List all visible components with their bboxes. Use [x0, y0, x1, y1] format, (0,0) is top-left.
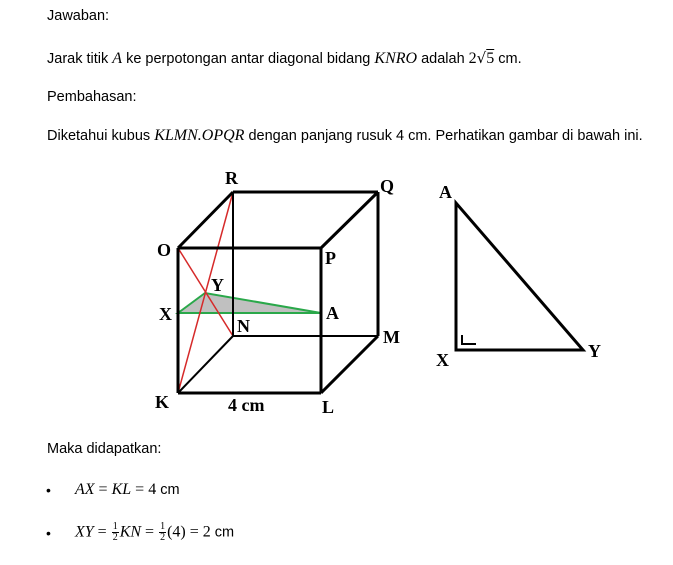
answer-coefficient: 2 [468, 50, 477, 67]
radicand: 5 [486, 50, 495, 67]
label-x: X [159, 304, 172, 324]
eq1-equals-2: = [131, 481, 149, 498]
edge-length-label: 4 cm [228, 395, 265, 415]
label-l: L [322, 397, 335, 417]
label-a: A [326, 303, 339, 323]
label-y: Y [211, 275, 224, 295]
eq2-value: 2 [202, 523, 211, 541]
label-r: R [225, 168, 238, 188]
fraction-half-2: $\frac{1}{2}$ [160, 521, 166, 543]
bullet-marker-1: • [46, 482, 51, 498]
eq2-mid: KN [119, 523, 142, 541]
diagonal-on [178, 248, 233, 336]
point-a-symbol: A [112, 50, 123, 67]
obtained-heading: Maka didapatkan: [47, 441, 162, 457]
label-p: P [325, 248, 336, 268]
eq1-mid: KL [111, 481, 132, 498]
label-m: M [383, 327, 400, 347]
eq2-equals-2: = [141, 523, 159, 541]
given-sentence [47, 127, 643, 145]
eq1-value: 4 [148, 481, 157, 498]
label-o: O [157, 240, 172, 260]
cube-name-symbol: KLMN.OPQR [154, 127, 245, 144]
given-text-post: dengan panjang rusuk 4 cm. Perhatikan gambar di bawah ini. [244, 128, 643, 144]
answer-text-mid: ke perpotongan antar diagonal bidang [122, 51, 375, 67]
discussion-heading: Pembahasan: [47, 89, 137, 105]
eq2-equals-3: = [185, 523, 203, 541]
label-q: Q [380, 176, 395, 196]
eq2-equals-1: = [93, 523, 111, 541]
right-angle-mark [462, 335, 476, 344]
equation-xy [75, 522, 234, 543]
plane-knro-symbol: KNRO [374, 50, 418, 67]
equation-ax [75, 481, 180, 499]
eq1-unit: cm [156, 482, 180, 498]
fraction-half-1: $\frac{1}{2}$ [112, 521, 118, 543]
tri-label-y: Y [588, 341, 601, 361]
answer-text-pre: Jarak titik [47, 51, 113, 67]
answer-sentence [47, 49, 522, 68]
eq2-paren: (4) [167, 523, 186, 541]
tri-label-x: X [436, 350, 449, 370]
answer-text-post: adalah [417, 51, 469, 67]
cube-figure [0, 160, 673, 420]
triangle-xya [178, 293, 321, 313]
eq1-equals-1: = [94, 481, 112, 498]
eq2-lhs: XY [75, 523, 94, 541]
answer-unit: cm. [494, 51, 522, 67]
label-k: K [155, 392, 170, 412]
eq2-unit: cm [210, 524, 235, 541]
answer-heading: Jawaban: [47, 8, 110, 24]
sqrt-symbol: √ [476, 49, 487, 67]
right-triangle-axy [456, 203, 583, 350]
tri-label-a: A [439, 182, 452, 202]
eq1-lhs: AX [75, 481, 95, 498]
given-text-pre: Diketahui kubus [47, 128, 155, 144]
label-n: N [237, 316, 250, 336]
bullet-marker-2: • [46, 525, 51, 541]
